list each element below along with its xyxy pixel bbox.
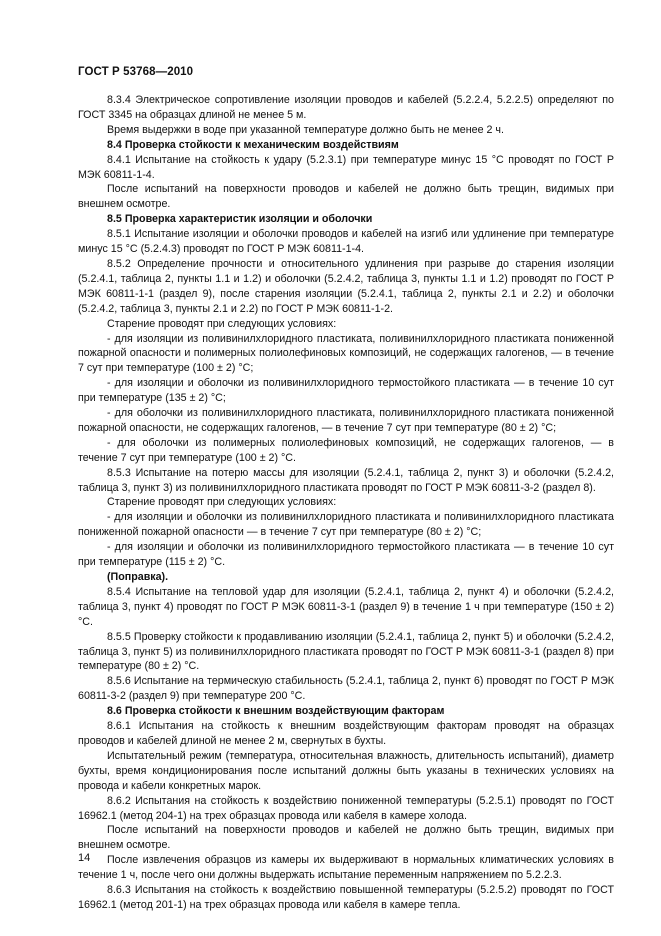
list-item: - для оболочки из поливинилхлоридного пластиката, поливинилхлоридного пластиката пониженной пожарной опасности, не содержащих галогенов, — в течение 7 сут при температуре (80 ± 2) °С; [78, 407, 614, 434]
list-item: - для изоляции и оболочки из поливинилхлоридного термостойкого пластиката — в течение 10 сут при температуре (135 ± 2) °С; [78, 377, 614, 405]
paragraph: Старение проводят при следующих условиях: [107, 496, 337, 509]
paragraph: 8.5.1 Испытание изоляции и оболочки проводов и кабелей на изгиб или удлинение при температуре минус 15 °С (5.2.4.3) проводят по ГОСТ Р МЭК 60811-1-4. [78, 228, 614, 256]
list-item: - для изоляции и оболочки из поливинилхлоридного пластиката и поливинилхлоридного пластиката пониженной пожарной опасности — в течение 7 сут при температуре (80 ± 2) °С; [78, 511, 614, 539]
paragraph: Время выдержки в воде при указанной температуре должно быть не менее 2 ч. [107, 123, 504, 136]
paragraph: 8.4.1 Испытание на стойкость к удару (5.2.3.1) при температуре минус 15 °С проводят по ГОСТ Р МЭК 60811-1-4. [78, 153, 614, 181]
paragraph: 8.6.1 Испытания на стойкость к внешним воздействующим факторам проводят на образцах проводов и кабелей длиной не менее 2 м, свернутых в бухты. [78, 720, 614, 747]
list-item: - для изоляции и оболочки из поливинилхлоридного термостойкого пластиката — в течение 10 сут при температуре (115 ± 2) °С. [78, 541, 614, 569]
paragraph: Испытательный режим (температура, относительная влажность, длительность испытаний), диаметр бухты, время кондиционирования после испытаний должны быть указаны в технических условиях на провода и кабели конкретных марок. [78, 749, 614, 792]
amendment-note: (Поправка). [107, 571, 169, 583]
section-heading: 8.5 Проверка характеристик изоляции и оболочки [107, 213, 373, 226]
paragraph: 8.5.5 Проверку стойкости к продавливанию изоляции (5.2.4.1, таблица 2, пункт 5) и оболочки (5.2.4.2, таблица 3, пункт 5) из поливинилхлоридного пластиката проводят по ГОСТ Р МЭК 60811-3-1 (раздел 8) при температуре (80 ± 2) °С. [78, 630, 614, 673]
document-header: ГОСТ Р 53768—2010 [78, 66, 194, 78]
paragraph: Старение проводят при следующих условиях: [107, 317, 337, 330]
paragraph: 8.6.3 Испытания на стойкость к воздействию повышенной температуры (5.2.5.2) проводят по ГОСТ 16962.1 (метод 201-1) на трех образцах провода или кабеля в камере тепла. [78, 884, 614, 911]
list-item: - для оболочки из полимерных полиолефиновых композиций, не содержащих галогенов, — в течение 7 сут при температуре (100 ± 2) °С. [78, 436, 614, 464]
section-heading: 8.6 Проверка стойкости к внешним воздействующим факторам [107, 705, 445, 718]
paragraph: 8.5.2 Определение прочности и относительного удлинения при разрыве до старения изоляции (5.2.4.1, таблица 2, пункты 1.1 и 1.2) и оболочки (5.2.4.2, таблица 3, пункты 1.1 и 1.2) проводят по ГОСТ Р МЭК 60811-1-1 (раздел 9), после старения изоляции (5.2.4.1, таблица 2, пункты 2.1 и 2.2) и оболочки (5.2.4.2, таблица 3, пункты 2.1 и 2.2) по ГОСТ Р МЭК 60811-1-2. [78, 257, 614, 315]
page-number: 14 [78, 852, 91, 864]
section-heading: 8.4 Проверка стойкости к механическим воздействиям [107, 138, 399, 151]
paragraph: После извлечения образцов из камеры их выдерживают в нормальных климатических условиях в течение 1 ч, после чего они должны выдержать испытание переменным напряжением по 5.2.2.3. [78, 854, 614, 882]
paragraph: После испытаний на поверхности проводов и кабелей не должно быть трещин, видимых при внешнем осмотре. [78, 183, 614, 211]
paragraph: 8.5.3 Испытание на потерю массы для изоляции (5.2.4.1, таблица 2, пункт 3) и оболочки (5.2.4.2, таблица 3, пункт 3) из поливинилхлоридного пластиката проводят по ГОСТ Р МЭК 60811-3-2 (раздел 8). [78, 466, 614, 494]
document-body [78, 93, 614, 913]
list-item: - для изоляции из поливинилхлоридного пластиката, поливинилхлоридного пластиката пониженной пожарной опасности и полимерных полиолефиновых композиций, не содержащих галогенов, — в течение 7 сут при температуре (100 ± 2) °С; [78, 332, 614, 375]
paragraph: 8.6.2 Испытания на стойкость к воздействию пониженной температуры (5.2.5.1) проводят по ГОСТ 16962.1 (метод 204-1) на трех образцах провода или кабеля в камере холода. [78, 794, 614, 822]
paragraph: 8.5.6 Испытание на термическую стабильность (5.2.4.1, таблица 2, пункт 6) проводят по ГОСТ Р МЭК 60811-3-2 (раздел 9) при температуре 200 °С. [78, 675, 614, 703]
paragraph: 8.5.4 Испытание на тепловой удар для изоляции (5.2.4.1, таблица 2, пункт 4) и оболочки (5.2.4.2, таблица 3, пункт 4) проводят по ГОСТ Р МЭК 60811-3-1 (раздел 9) в течение 1 ч при температуре (150 ± 2) °С. [78, 585, 614, 628]
paragraph: 8.3.4 Электрическое сопротивление изоляции проводов и кабелей (5.2.2.4, 5.2.2.5) определяют по ГОСТ 3345 на образцах длиной не менее 5 м. [78, 94, 614, 121]
paragraph: После испытаний на поверхности проводов и кабелей не должно быть трещин, видимых при внешнем осмотре. [78, 824, 614, 852]
